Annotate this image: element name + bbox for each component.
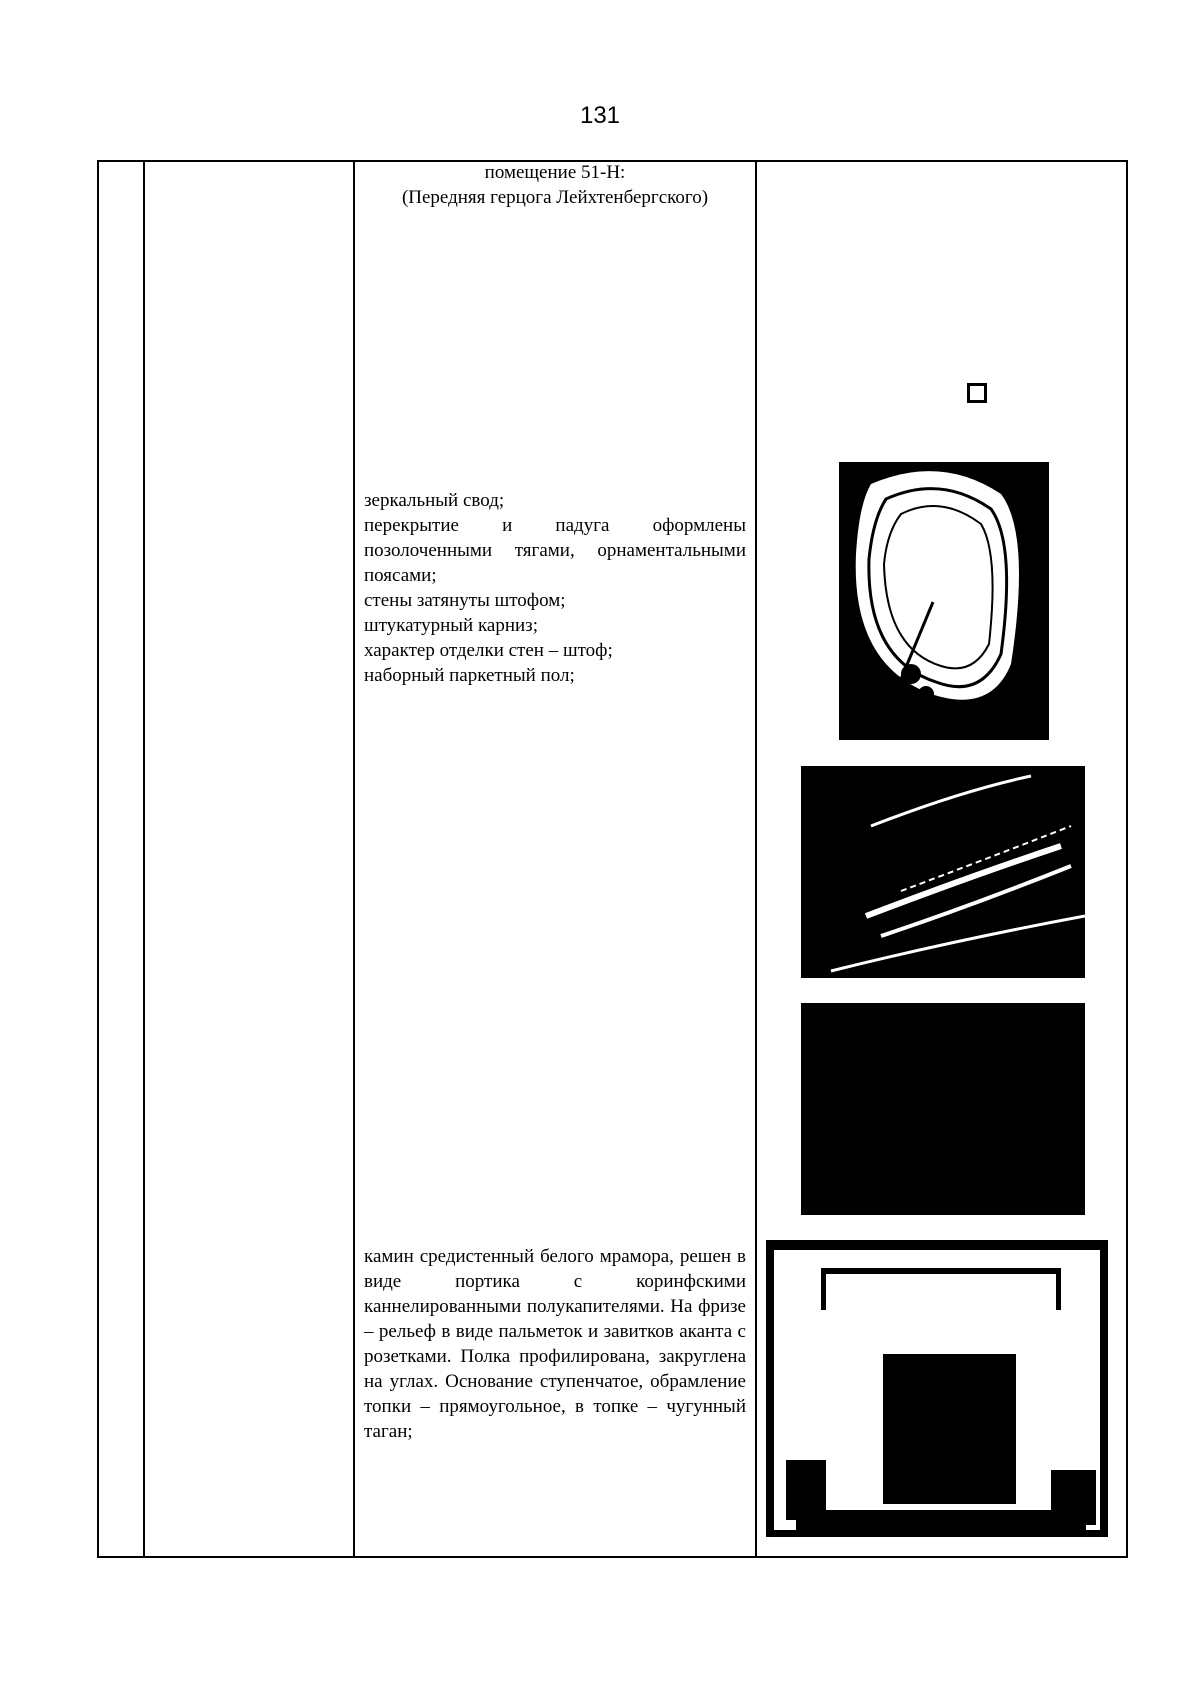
ceiling-photo xyxy=(839,462,1049,740)
section-heading xyxy=(364,160,746,210)
ceiling-line-5: характер отделки стен – штоф; xyxy=(364,640,613,661)
section-heading-line2: (Передняя герцога Лейхтенбергского) xyxy=(401,187,709,208)
fireplace-photo xyxy=(766,1240,1108,1537)
fireplace-description: камин средистенный белого мрамора, решен в виде портика с коринфскими каннелированными полукапителями. На фризе – рельеф в виде пальметок и завитков аканта с розетками. Полка профилирована, закруглена на углах. Основание ступенчатое, обрамление топки – прямоугольное, в топке – чугунный таган; xyxy=(364,1246,746,1442)
column-divider-1 xyxy=(143,162,145,1556)
column-divider-2 xyxy=(353,162,355,1556)
empty-checkbox-icon xyxy=(967,383,987,403)
ceiling-line-3: стены затянуты штофом; xyxy=(364,590,566,611)
ceiling-line-4: штукатурный карниз; xyxy=(364,615,538,636)
ceiling-line-2: перекрытие и падуга оформлены позолоченными тягами, орнаментальными поясами; xyxy=(364,515,746,586)
frieze-detail-photo xyxy=(801,766,1085,978)
ceiling-description xyxy=(364,488,746,688)
ceiling-line-1: зеркальный свод; xyxy=(364,490,505,511)
column-divider-3 xyxy=(755,162,757,1556)
ceiling-line-6: наборный паркетный пол; xyxy=(364,665,575,686)
dark-wall-photo xyxy=(801,1003,1085,1215)
page-number: 131 xyxy=(579,102,621,129)
section-heading-line1: помещение 51-Н: xyxy=(484,162,626,183)
